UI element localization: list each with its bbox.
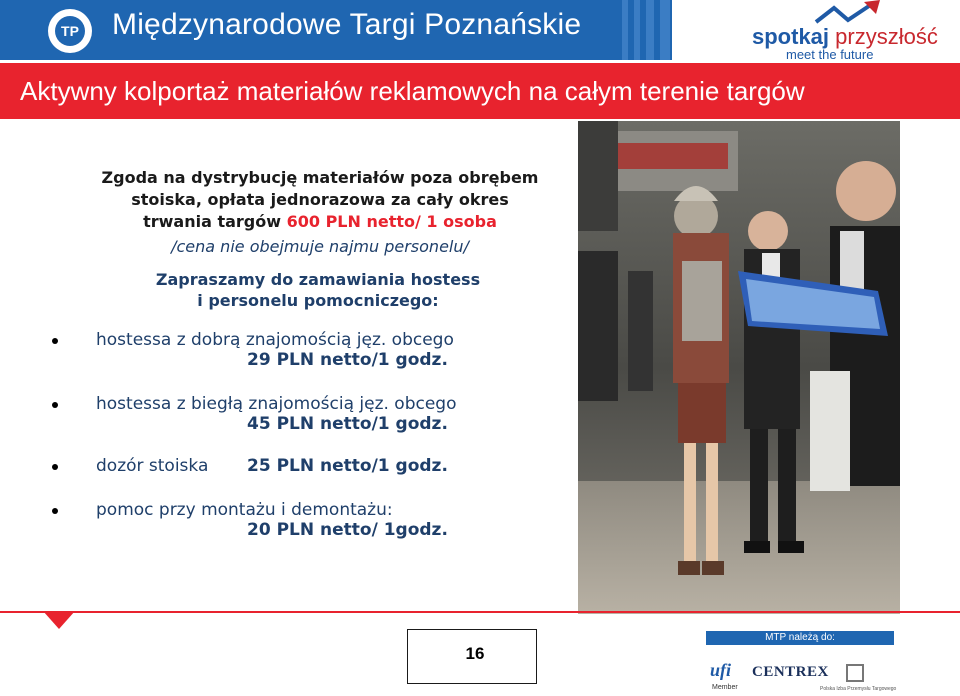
red-triangle-icon — [43, 611, 75, 629]
ufi-logo-icon: ufi Member — [710, 660, 738, 691]
bullet-dot-icon — [52, 338, 58, 344]
event-photo — [578, 121, 900, 614]
intro-line-3-prefix: trwania targów — [143, 212, 282, 231]
bullet-dot-icon — [52, 464, 58, 470]
service-name: hostessa z biegłą znajomością jęz. obcego — [96, 394, 457, 414]
bullet-dot-icon — [52, 508, 58, 514]
header — [0, 0, 960, 60]
intro-line-2: stoiska, opłata jednorazowa za cały okres — [131, 190, 509, 209]
partner-logo — [752, 0, 952, 60]
invite-line-2: i personelu pomocniczego: — [197, 291, 439, 310]
event-photo-illustration — [578, 121, 900, 614]
service-price: 20 PLN netto/ 1godz. — [247, 520, 448, 540]
service-name: dozór stoiska — [96, 456, 209, 476]
service-price: 45 PLN netto/1 godz. — [247, 414, 448, 434]
service-name: hostessa z dobrą znajomością jęz. obcego — [96, 330, 454, 350]
member-label: MTP należą do: — [706, 631, 894, 645]
slide-title: Aktywny kolportaż materiałów reklamowych na całym terenie targów — [20, 76, 805, 106]
page-number-box — [407, 629, 537, 684]
title-band — [0, 63, 960, 119]
partner-logo-main-a: spotkaj — [752, 24, 830, 49]
intro-block — [60, 167, 580, 259]
header-brand-bar — [0, 0, 672, 60]
footer-divider — [0, 611, 960, 613]
brand-name: Międzynarodowe Targi Poznańskie — [112, 8, 582, 41]
service-price: 29 PLN netto/1 godz. — [247, 350, 448, 370]
header-stripes — [610, 0, 672, 60]
partner-logo-main-b: przyszłość — [835, 24, 938, 49]
intro-line-1: Zgoda na dystrybucję materiałów poza obrębem — [101, 168, 539, 187]
invite-line-1: Zapraszamy do zamawiania hostess — [155, 270, 481, 289]
invite-block — [78, 269, 558, 311]
partner-logo-sub: meet the future — [786, 47, 874, 62]
page-number: 16 — [465, 644, 485, 663]
mtp-logo-icon: TP — [48, 9, 92, 53]
intro-line-3 — [60, 211, 580, 233]
intro-price: 600 PLN netto/ 1 osoba — [286, 212, 497, 231]
centrex-logo: CENTREX — [752, 664, 829, 680]
bullet-dot-icon — [52, 402, 58, 408]
pipt-logo-icon: Polska Izba Przemysłu Targowego — [820, 664, 900, 694]
intro-note: /cena nie obejmuje najmu personelu/ — [171, 237, 469, 256]
service-price: 25 PLN netto/1 godz. — [247, 456, 448, 476]
service-name: pomoc przy montażu i demontażu: — [96, 500, 393, 520]
